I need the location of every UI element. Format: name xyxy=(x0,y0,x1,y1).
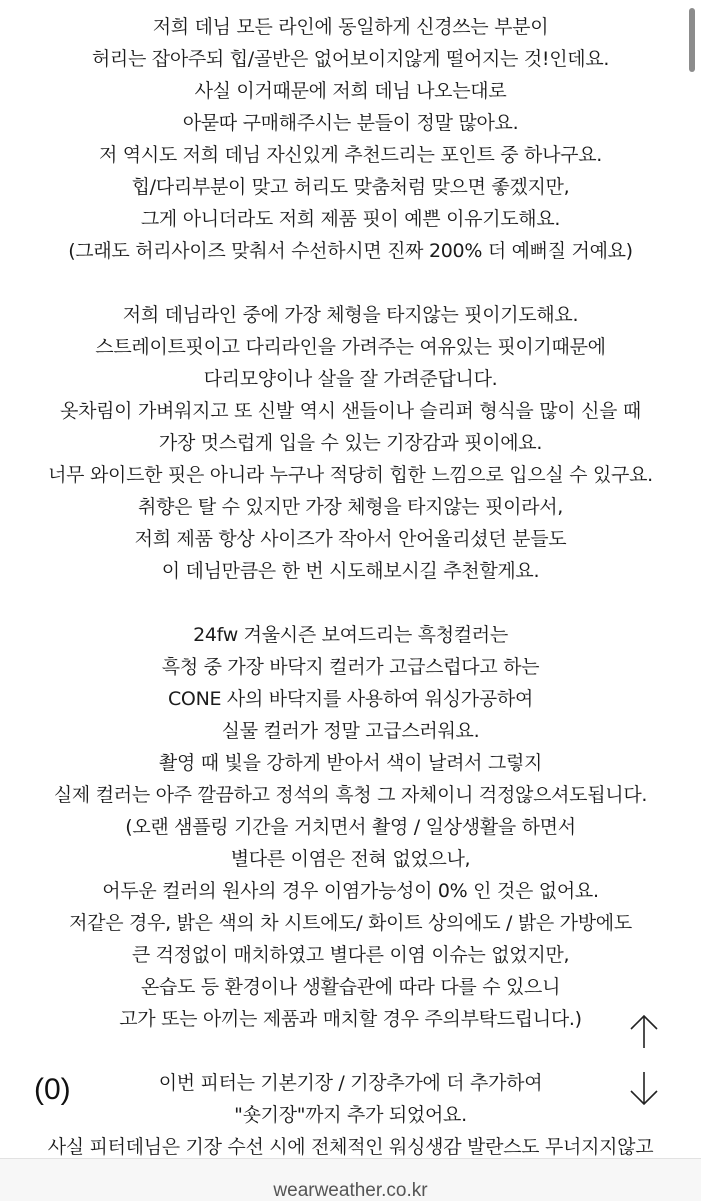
text-line: 옷차림이 가벼워지고 또 신발 역시 샌들이나 슬리퍼 형식을 많이 신을 때 xyxy=(60,400,641,422)
text-line: 어두운 컬러의 원사의 경우 이염가능성이 0% 인 것은 없어요. xyxy=(102,880,599,902)
text-line: 그게 아니더라도 저희 제품 핏이 예쁜 이유기도해요. xyxy=(140,208,561,230)
text-line: (그래도 허리사이즈 맞춰서 수선하시면 진짜 200% 더 예뻐질 거예요) xyxy=(68,240,633,262)
text-line: 허리는 잡아주되 힙/골반은 없어보이지않게 떨어지는 것!인데요. xyxy=(91,48,610,70)
text-line: 실물 컬러가 정말 고급스러워요. xyxy=(221,720,480,742)
comment-count[interactable]: (0) xyxy=(34,1073,71,1106)
text-line: 저 역시도 저희 데님 자신있게 추천드리는 포인트 중 하나구요. xyxy=(98,144,602,166)
text-line: "숏기장"까지 추가 되었어요. xyxy=(234,1104,467,1126)
text-line: 이 데님만큼은 한 번 시도해보시길 추천할게요. xyxy=(161,560,540,582)
text-line: 사실 이거때문에 저희 데님 나오는대로 xyxy=(194,80,507,102)
text-line: 저희 데님라인 중에 가장 체형을 타지않는 핏이기도해요. xyxy=(122,304,579,326)
text-line: 다리모양이나 살을 잘 가려준답니다. xyxy=(203,368,498,390)
text-line: 취향은 탈 수 있지만 가장 체형을 타지않는 핏이라서, xyxy=(137,496,564,518)
scroll-down-button[interactable] xyxy=(628,1068,660,1108)
text-line: 24fw 겨울시즌 보여드리는 흑청컬러는 xyxy=(193,624,508,646)
scrollbar-thumb[interactable] xyxy=(689,8,695,72)
text-line: 스트레이트핏이고 다리라인을 가려주는 여유있는 핏이기때문에 xyxy=(95,336,606,358)
text-line: 가장 멋스럽게 입을 수 있는 기장감과 핏이에요. xyxy=(158,432,543,454)
text-line: (오랜 샘플링 기간을 거치면서 촬영 / 일상생활을 하면서 xyxy=(125,816,576,838)
arrow-up-icon xyxy=(628,1012,660,1052)
text-line: 사실 피터데님은 기장 수선 시에 전체적인 워싱생감 발란스도 무너지지않고 xyxy=(47,1136,654,1158)
text-line: 별다른 이염은 전혀 없었으나, xyxy=(230,848,471,870)
text-line: 온습도 등 환경이나 생활습관에 따라 다를 수 있으니 xyxy=(140,976,561,998)
text-line: 저희 제품 항상 사이즈가 작아서 안어울리셨던 분들도 xyxy=(134,528,567,550)
text-line: 실제 컬러는 아주 깔끔하고 정석의 흑청 그 자체이니 걱정않으셔도됩니다. xyxy=(53,784,648,806)
text-line: 촬영 때 빛을 강하게 받아서 색이 날려서 그렇지 xyxy=(158,752,543,774)
text-line: 흑청 중 가장 바닥지 컬러가 고급스럽다고 하는 xyxy=(161,656,540,678)
text-line: 고가 또는 아끼는 제품과 매치할 경우 주의부탁드립니다.) xyxy=(119,1008,582,1030)
text-line: 너무 와이드한 핏은 아니라 누구나 적당히 힙한 느낌으로 입으실 수 있구요. xyxy=(48,464,653,486)
text-line: 저희 데님 모든 라인에 동일하게 신경쓰는 부분이 xyxy=(152,16,549,38)
text-line: 아묻따 구매해주시는 분들이 정말 많아요. xyxy=(182,112,519,134)
text-line: 힙/다리부분이 맞고 허리도 맞춤처럼 맞으면 좋겠지만, xyxy=(131,176,570,198)
scroll-up-button[interactable] xyxy=(628,1012,660,1052)
text-line: 큰 걱정없이 매치하였고 별다른 이염 이슈는 없었지만, xyxy=(131,944,570,966)
url-text[interactable]: wearweather.co.kr xyxy=(273,1180,428,1201)
text-line: CONE 사의 바닥지를 사용하여 워싱가공하여 xyxy=(167,688,534,710)
text-line: 저같은 경우, 밝은 색의 차 시트에도/ 화이트 상의에도 / 밝은 가방에도 xyxy=(69,912,632,934)
arrow-down-icon xyxy=(628,1068,660,1108)
text-line: 이번 피터는 기본기장 / 기장추가에 더 추가하여 xyxy=(158,1072,543,1094)
